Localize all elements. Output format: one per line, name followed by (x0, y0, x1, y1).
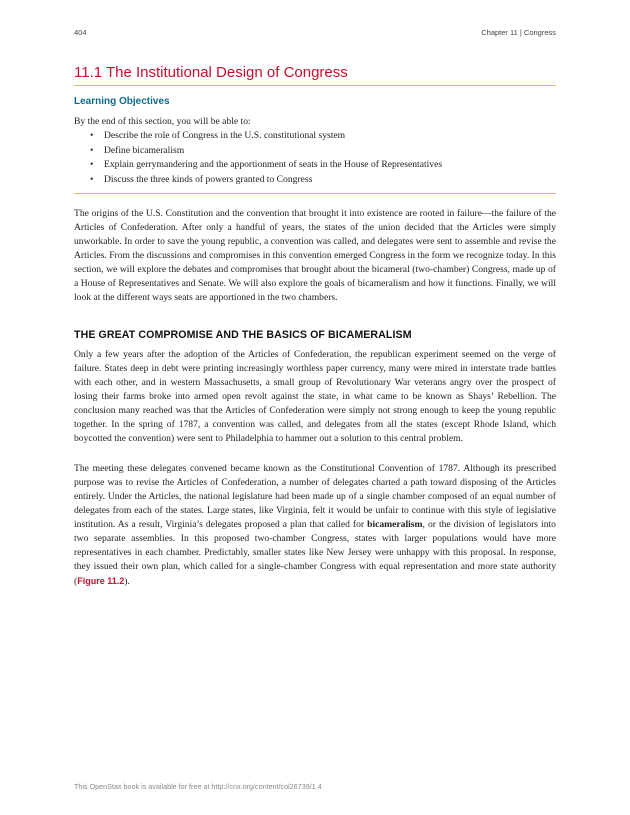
paragraph-text: The meeting these delegates convened became known as the Constitutional Convention of 1787. Although its prescribed purpose was to revise the Articles of Confederation, a number of delegates charted a path toward disposing of the Articles entirely. Under the Articles, the national legislature had been made up of a single chamber composed of an equal number of delegates from each of the states. Large states, like Virginia, felt it would be unfair to continue with this style of legislative institution. As a result, Virginia’s delegates proposed a plan that called for (74, 463, 556, 530)
body-paragraph-2 (74, 462, 556, 589)
objectives-divider (74, 193, 556, 194)
section-title: 11.1 The Institutional Design of Congress (74, 64, 348, 81)
section-heading: THE GREAT COMPROMISE AND THE BASICS OF BICAMERALISM (74, 329, 412, 341)
paragraph-text: , or the division of legislators into two separate assemblies. In this proposed two-chamber Congress, states with larger populations would have more representatives in each chamber. Predictably, smaller states like New Jersey were unhappy with this proposal. In response, they issued their own plan, which called for a single-chamber Congress with equal representation and more state authority ( (74, 519, 556, 587)
page-footer: This OpenStax book is available for free at http://cnx.org/content/col26739/1.4 (74, 782, 322, 791)
list-item: • Describe the role of Congress in the U.S. constitutional system (90, 129, 442, 144)
paragraph-text: ). (124, 576, 130, 587)
learning-objectives-list (90, 129, 442, 187)
list-item: • Discuss the three kinds of powers granted to Congress (90, 173, 442, 188)
chapter-label: Chapter 11 | Congress (481, 28, 556, 37)
intro-paragraph: The origins of the U.S. Constitution and the convention that brought it into existence are rooted in failure—the failure of the Articles of Confederation. After only a handful of years, the states of the union decided that the Articles were simply unworkable. In order to save the young republic, a convention was called, and delegates were sent to assemble and revise the Articles. From the discussions and compromises in this convention emerged Congress in the form we recognize today. In this section, we will explore the debates and compromises that brought about the bicameral (two-chamber) Congress, made up of a House of Representatives and Senate. We will also explore the goals of bicameralism and how it functions. Finally, we will look at the different ways seats are apportioned in the two chambers. (74, 208, 556, 303)
learning-objectives-intro: By the end of this section, you will be able to: (74, 116, 251, 127)
body-paragraph-1: Only a few years after the adoption of the Articles of Confederation, the republican experiment seemed on the verge of failure. States deep in debt were printing increasingly worthless paper currency, many were mired in interstate trade battles with each other, and in western Massachusetts, a small group of Revolutionary War veterans angry over the prospect of losing their farms broke into armed open revolt against the state, in what came to be known as Shays’ Rebellion. The conclusion many reached was that the Articles of Confederation were simply not strong enough to keep the young republic together. In the spring of 1787, a convention was called, and delegates from all the states (except Rhode Island, which boycotted the convention) were sent to Philadelphia to hammer out a solution to this central problem. (74, 349, 556, 444)
list-item: • Explain gerrymandering and the apportionment of seats in the House of Representatives (90, 158, 442, 173)
learning-objectives-heading: Learning Objectives (74, 96, 170, 107)
page-number: 404 (74, 28, 87, 37)
page-header (74, 28, 556, 40)
figure-link[interactable]: Figure 11.2 (77, 576, 125, 586)
title-divider (74, 85, 556, 86)
key-term: bicameralism (367, 519, 423, 530)
list-item: • Define bicameralism (90, 144, 442, 159)
